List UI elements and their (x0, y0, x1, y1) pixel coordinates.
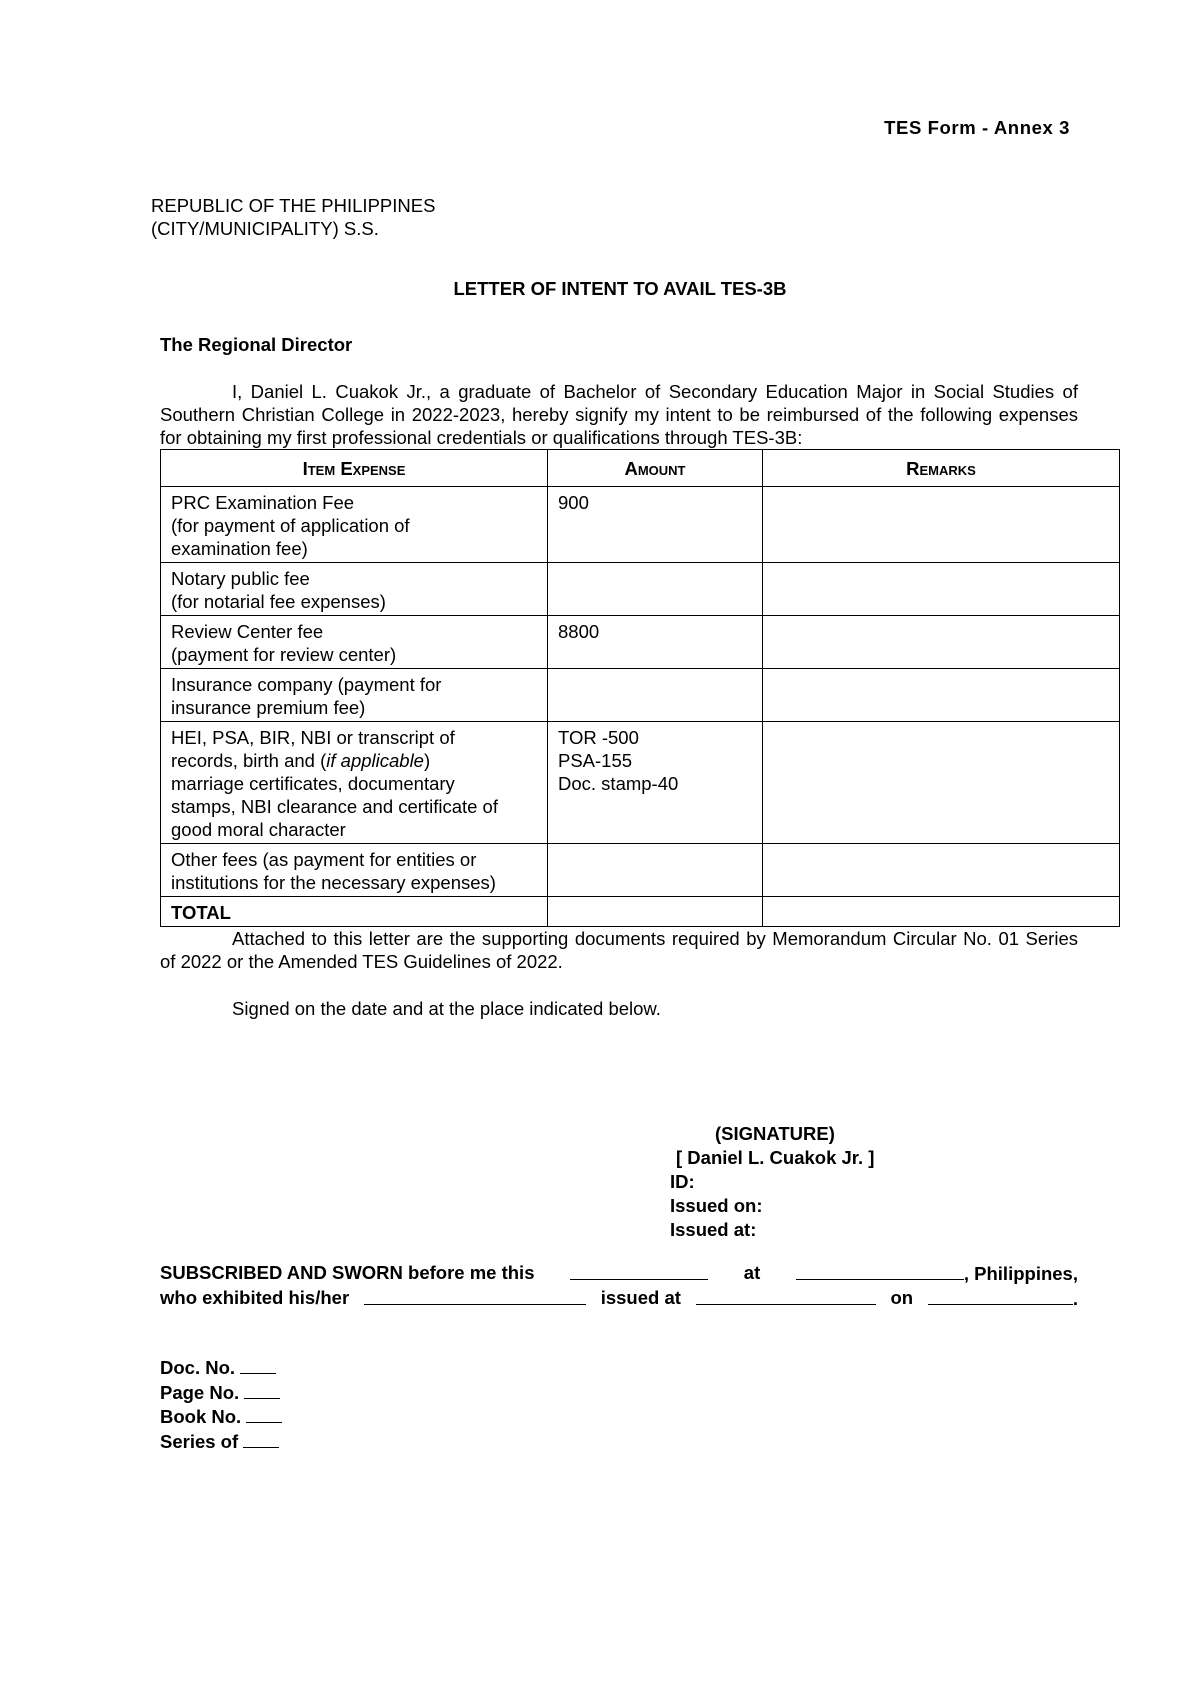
issued-on-label: Issued on: (670, 1195, 763, 1216)
table-row (161, 487, 1120, 563)
jurat-line-1 (160, 1261, 1078, 1286)
jurat-section (160, 1261, 1078, 1311)
header-amount: Amount (548, 450, 763, 487)
jurat-text: SUBSCRIBED AND SWORN before me this (160, 1262, 535, 1283)
jurat-line-2 (160, 1286, 1078, 1311)
amount-cell (548, 844, 763, 897)
date-blank[interactable] (570, 1261, 708, 1280)
remarks-cell (763, 844, 1120, 897)
amount-line: Doc. stamp-40 (558, 773, 679, 794)
item-expense-cell (161, 616, 548, 669)
id-blank[interactable] (364, 1286, 586, 1305)
item-expense-cell (161, 669, 548, 722)
header-remarks: Remarks (763, 450, 1120, 487)
table-row (161, 844, 1120, 897)
jurat-text: , Philippines, (963, 1263, 1078, 1284)
attached-paragraph: Attached to this letter are the supporting documents required by Memorandum Circular No. 01 Series of 2022 or the Amended TES Guidelines of 2022. (160, 928, 1078, 972)
item-expense-line: insurance premium fee) (171, 697, 366, 718)
item-expense-line: Insurance company (payment for (171, 674, 442, 695)
remarks-cell (763, 487, 1120, 563)
amount-cell (548, 487, 763, 563)
place-blank[interactable] (796, 1261, 964, 1280)
item-expense-line: (for payment of application of (171, 515, 410, 536)
expense-rows (161, 487, 1120, 897)
table-row (161, 616, 1120, 669)
doc-no-line (160, 1355, 282, 1380)
series-of-blank[interactable] (243, 1429, 279, 1448)
book-no-line (160, 1404, 282, 1429)
item-expense-cell (161, 722, 548, 844)
page-no-line (160, 1380, 282, 1405)
item-expense-line: stamps, NBI clearance and certificate of (171, 796, 498, 817)
signed-paragraph: Signed on the date and at the place indicated below. (232, 998, 661, 1019)
item-expense-line: PRC Examination Fee (171, 492, 355, 513)
total-row (161, 897, 1120, 927)
amount-line: TOR -500 (558, 727, 639, 748)
issued-place-blank[interactable] (696, 1286, 876, 1305)
expense-table (160, 449, 1120, 927)
amount-line: PSA-155 (558, 750, 633, 771)
book-no-blank[interactable] (246, 1404, 282, 1423)
intro-paragraph: I, Daniel L. Cuakok Jr., a graduate of Bachelor of Secondary Education Major in Social Studies of Southern Christian College in 2022-2023, hereby signify my intent to be reimbursed of the following expenses for obtaining my first professional credentials or qualifications through TES-3B: (160, 381, 1078, 448)
item-expense-line: (for notarial fee expenses) (171, 591, 386, 612)
item-expense-line: Other fees (as payment for entities or (171, 849, 477, 870)
remarks-cell (763, 669, 1120, 722)
total-remarks-cell (763, 897, 1120, 927)
jurat-text: . (1072, 1288, 1078, 1309)
signature-block (670, 1122, 874, 1242)
table-header-row (161, 450, 1120, 487)
amount-line: 900 (558, 492, 589, 513)
item-expense-line: good moral character (171, 819, 346, 840)
doc-no-blank[interactable] (240, 1355, 276, 1374)
item-expense-line: (payment for review center) (171, 644, 397, 665)
item-expense-line: Review Center fee (171, 621, 324, 642)
table-row (161, 563, 1120, 616)
series-of-line (160, 1429, 282, 1454)
annex-label: TES Form - Annex 3 (884, 117, 1070, 138)
notarial-references (160, 1355, 282, 1453)
series-of-label: Series of (160, 1430, 239, 1452)
jurat-text: on (890, 1287, 914, 1308)
signature-heading: (SIGNATURE) (715, 1123, 835, 1144)
total-amount-cell (548, 897, 763, 927)
amount-cell (548, 616, 763, 669)
jurat-text: issued at (600, 1287, 681, 1308)
header-item-expense: Item Expense (161, 450, 548, 487)
header-city: (CITY/MUNICIPALITY) S.S. (151, 218, 379, 239)
header-country: REPUBLIC OF THE PHILIPPINES (151, 195, 436, 216)
item-expense-line: institutions for the necessary expenses) (171, 872, 496, 893)
issued-date-blank[interactable] (928, 1286, 1073, 1305)
signatory-name: [ Daniel L. Cuakok Jr. ] (676, 1147, 875, 1168)
remarks-cell (763, 722, 1120, 844)
jurisdiction-header (151, 194, 435, 240)
item-expense-cell (161, 487, 548, 563)
table-row (161, 669, 1120, 722)
item-expense-line: marriage certificates, documentary (171, 773, 455, 794)
item-expense-line: examination fee) (171, 538, 308, 559)
addressee: The Regional Director (160, 334, 353, 355)
item-expense-line: records, birth and (if applicable) (171, 750, 431, 771)
doc-no-label: Doc. No. (160, 1357, 236, 1378)
item-expense-cell (161, 563, 548, 616)
page-no-blank[interactable] (244, 1380, 280, 1399)
id-label: ID: (670, 1171, 695, 1192)
item-expense-line: Notary public fee (171, 568, 310, 589)
amount-cell (548, 669, 763, 722)
item-expense-cell (161, 844, 548, 897)
jurat-text: who exhibited his/her (160, 1287, 350, 1308)
amount-cell (548, 563, 763, 616)
remarks-cell (763, 563, 1120, 616)
issued-at-label: Issued at: (670, 1219, 757, 1240)
jurat-text: at (743, 1262, 761, 1283)
total-label: TOTAL (161, 897, 548, 927)
book-no-label: Book No. (160, 1406, 242, 1427)
item-expense-line: HEI, PSA, BIR, NBI or transcript of (171, 727, 455, 748)
table-row (161, 722, 1120, 844)
amount-line: 8800 (558, 621, 600, 642)
document-title: LETTER OF INTENT TO AVAIL TES-3B (453, 278, 787, 299)
remarks-cell (763, 616, 1120, 669)
amount-cell (548, 722, 763, 844)
page-no-label: Page No. (160, 1381, 240, 1403)
